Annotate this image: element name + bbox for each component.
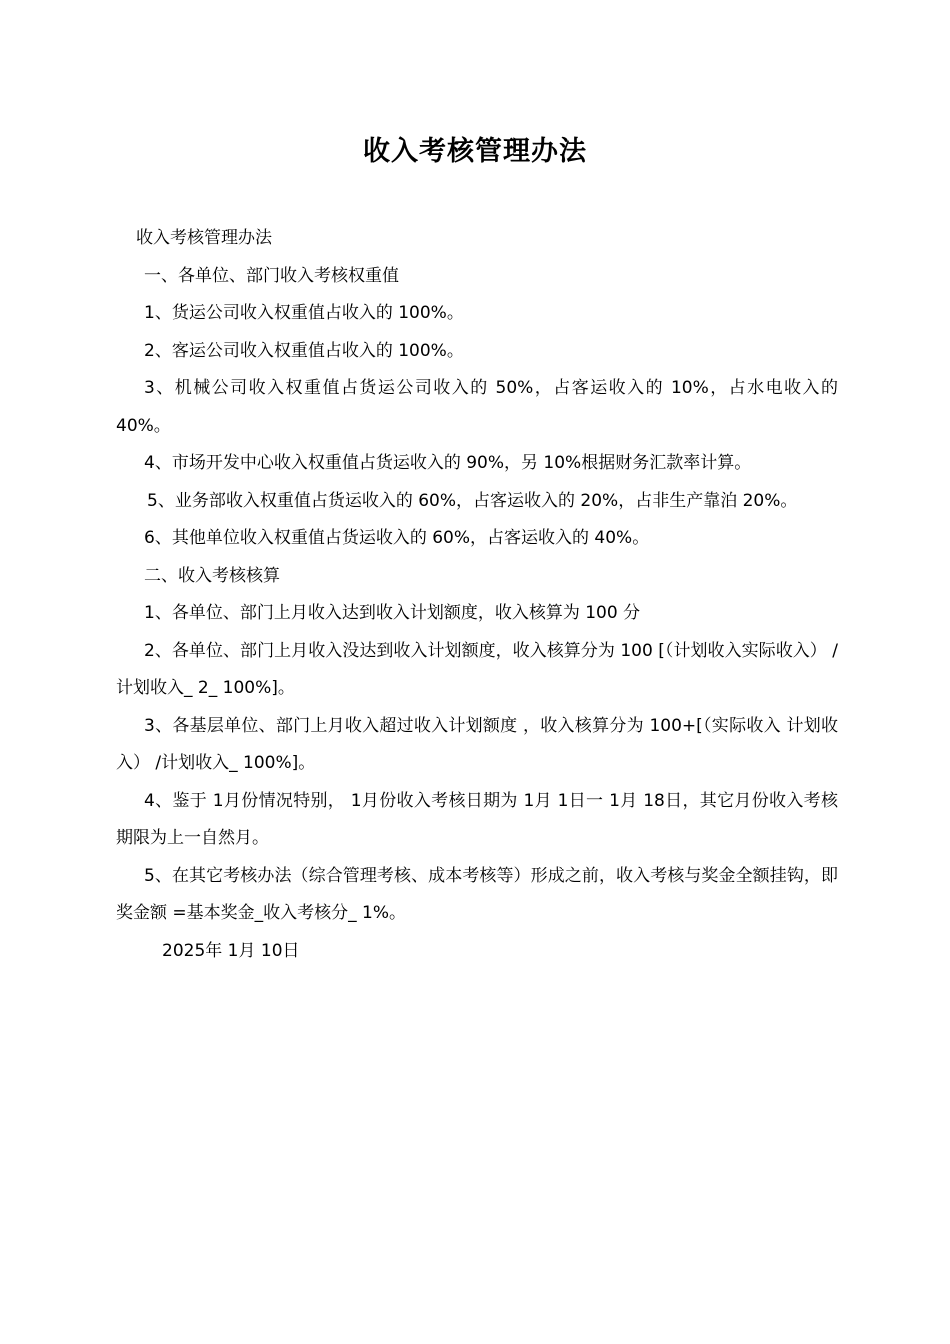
- paragraph-1-4: 4、市场开发中心收入权重值占货运收入的 90%，另 10%根据财务汇款率计算。: [144, 453, 752, 473]
- paragraph-1-6: 6、其他单位收入权重值占货运收入的 60%，占客运收入的 40%。: [144, 528, 650, 548]
- paragraph-2-3: 3、各基层单位、部门上月收入超过收入计划额度 ，收入核算分为 100+[（实际收入 计划收入） /计划收入_ 100%]。: [116, 715, 838, 773]
- paragraph-1-5: 5、业务部收入权重值占货运收入的 60%，占客运收入的 20%，占非生产靠泊 20%。: [147, 490, 798, 511]
- paragraph-1-2: 2、客运公司收入权重值占收入的 100%。: [144, 340, 464, 361]
- section-heading-2: 二、收入考核核算: [144, 565, 280, 586]
- paragraph-2-1: 1、各单位、部门上月收入达到收入计划额度，收入核算为 100 分: [144, 603, 641, 623]
- paragraph-subtitle: 收入考核管理办法: [136, 228, 272, 248]
- paragraph-1-1: 1、货运公司收入权重值占收入的 100%。: [144, 303, 464, 323]
- section-heading-1: 一、各单位、部门收入考核权重值: [144, 265, 399, 286]
- paragraph-2-4: 4、鉴于 1月份情况特别， 1月份收入考核日期为 1月 1日一 1月 18日，其它月份收入考核期限为上一自然月。: [116, 790, 838, 848]
- paragraph-2-2: 2、各单位、部门上月收入没达到收入计划额度，收入核算分为 100 [（计划收入实际收入） /计划收入_ 2_ 100%]。: [116, 640, 838, 698]
- document-body: [116, 220, 838, 970]
- paragraph-1-3: 3、机械公司收入权重值占货运公司收入的 50%，占客运收入的 10%，占水电收入的 40%。: [116, 378, 838, 436]
- paragraph-2-5: 5、在其它考核办法（综合管理考核、成本考核等）形成之前，收入考核与奖金全额挂钩，即奖金额 =基本奖金_收入考核分_ 1%。: [116, 865, 838, 923]
- document-date: 2025年 1月 10日: [162, 940, 300, 961]
- document-title: 收入考核管理办法: [363, 136, 587, 167]
